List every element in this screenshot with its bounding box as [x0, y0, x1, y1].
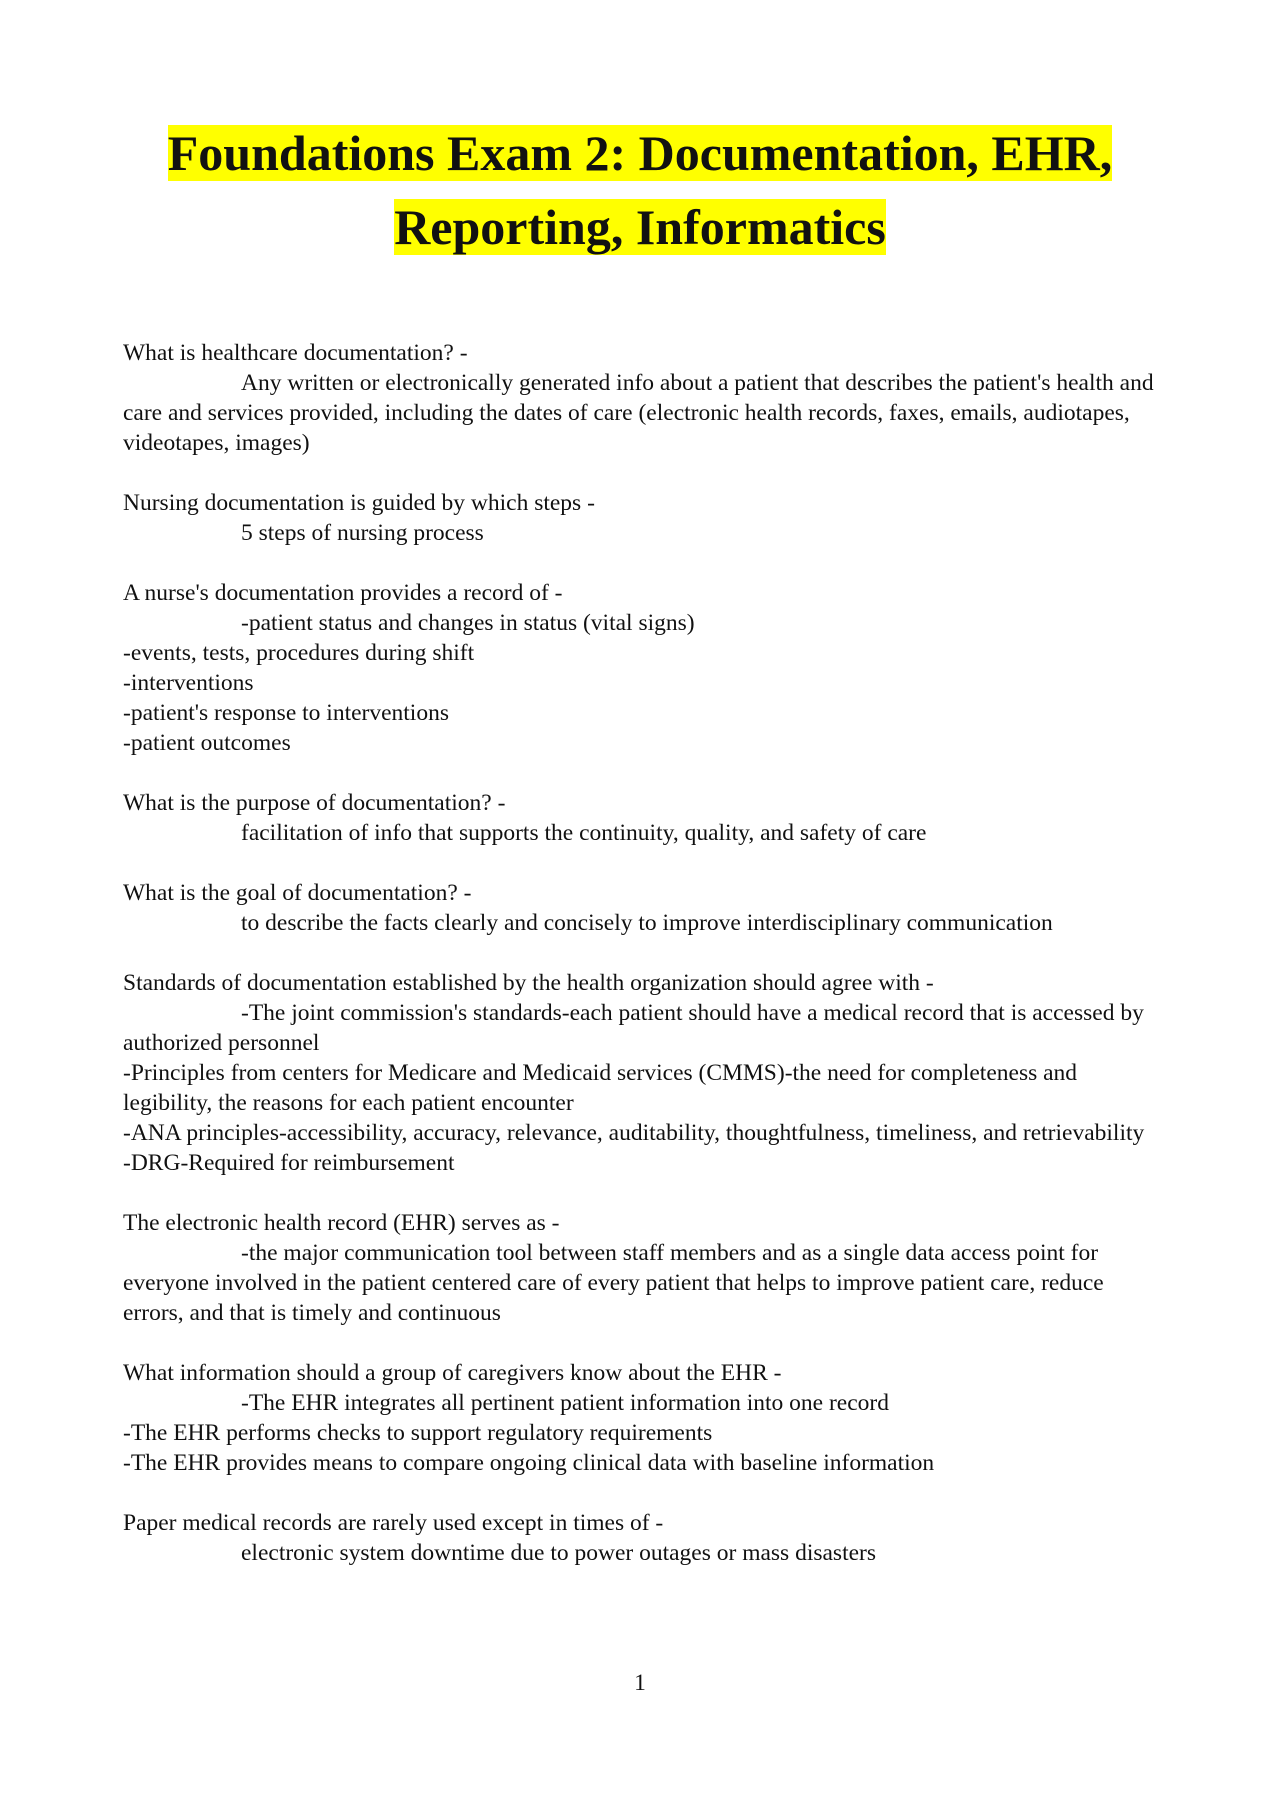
qa-answer: Any written or electronically generated info about a patient that describes the patient's health and care and services provided, including the dates of care (electronic health records, faxes, emails, audiotapes, videotapes, images)	[123, 370, 1154, 456]
qa-question: Paper medical records are rarely used except in times of -	[123, 1510, 664, 1536]
qa-item	[123, 488, 1158, 548]
qa-item	[123, 338, 1158, 458]
qa-question: What is the purpose of documentation? -	[123, 790, 506, 816]
qa-question: A nurse's documentation provides a record of -	[123, 580, 563, 606]
title-line-2: Reporting, Informatics	[394, 199, 886, 255]
qa-item	[123, 1508, 1158, 1568]
qa-answer: to describe the facts clearly and concisely to improve interdisciplinary communication	[241, 910, 1053, 936]
qa-answer: electronic system downtime due to power outages or mass disasters	[241, 1540, 877, 1566]
qa-answer: -patient status and changes in status (vital signs) -events, tests, procedures during shift -interventions -patient's response to interventions -patient outcomes	[123, 610, 695, 756]
qa-question: Nursing documentation is guided by which steps -	[123, 490, 595, 516]
qa-question: What is the goal of documentation? -	[123, 880, 472, 906]
qa-item	[123, 578, 1158, 758]
qa-answer: -the major communication tool between staff members and as a single data access point for everyone involved in the patient centered care of every patient that helps to improve patient care, reduce errors, and that is timely and continuous	[123, 1240, 1104, 1326]
page-number: 1	[634, 1670, 646, 1696]
qa-item	[123, 788, 1158, 848]
qa-item	[123, 1358, 1158, 1478]
qa-answer: -The joint commission's standards-each patient should have a medical record that is accessed by authorized personnel -Principles from centers for Medicare and Medicaid services (CMMS)-the need for completeness and legibility, the reasons for each patient encounter -ANA principles-accessibility, accuracy, relevance, auditability, thoughtfulness, timeliness, and retrievability -DRG-Required for reimbursement	[123, 1000, 1145, 1176]
title-line-1: Foundations Exam 2: Documentation, EHR,	[167, 125, 1113, 181]
qa-answer: 5 steps of nursing process	[241, 520, 484, 546]
document-title	[110, 116, 1170, 264]
qa-item	[123, 968, 1158, 1178]
qa-answer: -The EHR integrates all pertinent patient information into one record -The EHR performs checks to support regulatory requirements -The EHR provides means to compare ongoing clinical data with baseline information	[123, 1390, 935, 1476]
qa-question: What is healthcare documentation? -	[123, 340, 468, 366]
qa-question: What information should a group of caregivers know about the EHR -	[123, 1360, 782, 1386]
qa-answer: facilitation of info that supports the continuity, quality, and safety of care	[241, 820, 927, 846]
qa-question: Standards of documentation established by the health organization should agree with -	[123, 970, 934, 996]
qa-item	[123, 878, 1158, 938]
qa-item	[123, 1208, 1158, 1328]
qa-list	[123, 338, 1158, 1598]
qa-question: The electronic health record (EHR) serves as -	[123, 1210, 560, 1236]
